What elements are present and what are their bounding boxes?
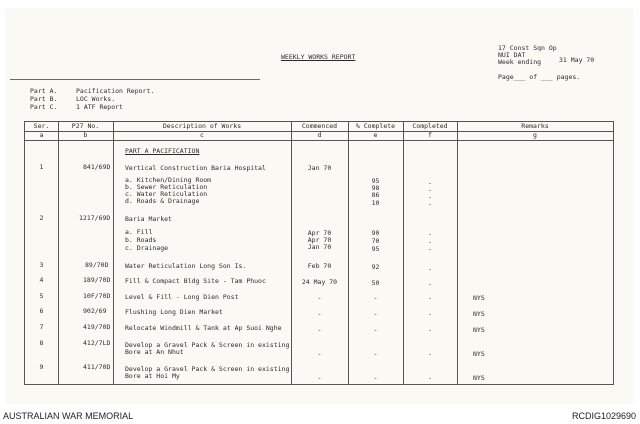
row-commenced: Jan 70 xyxy=(307,164,332,172)
row-commenced: - xyxy=(317,374,322,382)
row-ser: 1 xyxy=(39,163,44,171)
sub-commenced: Jan 70 xyxy=(307,243,332,251)
works-table xyxy=(24,121,614,385)
row-pct: - xyxy=(373,310,378,318)
row-commenced: Feb 70 xyxy=(307,262,332,270)
part-c-text: 1 ATF Report xyxy=(76,103,123,111)
row-pct: 50 xyxy=(371,279,380,287)
sub-pct: 10 xyxy=(371,199,380,207)
row-remarks: NYS xyxy=(473,326,485,334)
row-completed: - xyxy=(428,326,432,334)
row-commenced: - xyxy=(317,350,322,358)
row-commenced: - xyxy=(317,326,322,334)
week-ending-value: 31 May 70 xyxy=(559,56,595,64)
sub-pct: 95 xyxy=(371,177,380,185)
row-description: Flushing Long Dien Market xyxy=(125,308,223,316)
sub-pct: 90 xyxy=(371,229,380,237)
row-remarks: NYS xyxy=(473,310,485,318)
row-ser: 8 xyxy=(39,339,44,347)
row-p27: 89/70D xyxy=(85,261,109,269)
row-ser: 6 xyxy=(39,307,44,315)
row-pct: - xyxy=(373,294,378,302)
sub-description: a. Kitchen/Dining Room xyxy=(125,176,212,184)
sub-description: d. Roads & Drainage xyxy=(125,197,200,205)
row-description: Water Reticulation Long Son Is. xyxy=(125,262,247,270)
row-p27: 10F/70D xyxy=(83,292,111,300)
sub-description: b. Roads xyxy=(125,236,157,244)
row-completed: - xyxy=(428,350,432,358)
row-commenced: - xyxy=(317,310,322,318)
row-remarks: NYS xyxy=(473,294,485,302)
sub-pct: 86 xyxy=(371,191,380,199)
sub-completed: - xyxy=(428,179,432,187)
col-header-complete: % Complete xyxy=(355,122,396,130)
col-header-commenced: Commenced xyxy=(301,122,338,130)
row-description: Fill & Compact Bldg Site - Tam Phuoc xyxy=(125,277,266,285)
row-p27: 189/70D xyxy=(83,276,111,284)
row-ser: 9 xyxy=(39,363,44,371)
row-commenced: 24 May 70 xyxy=(301,278,338,286)
sub-pct: 70 xyxy=(371,237,380,245)
section-heading: PART A PACIFICATION xyxy=(125,147,200,155)
col-letter: e xyxy=(373,131,378,139)
row-p27: 1217/69D xyxy=(79,214,111,222)
row-commenced: - xyxy=(317,294,322,302)
sub-completed: - xyxy=(428,193,432,201)
row-completed: - xyxy=(428,374,432,382)
sub-pct: 98 xyxy=(371,184,380,192)
row-description: Develop a Gravel Pack & Screen in existing xyxy=(125,341,290,349)
col-letter: f xyxy=(428,131,432,139)
part-a-label: Part A. xyxy=(30,87,58,95)
col-letter: g xyxy=(533,131,537,139)
row-ser: 5 xyxy=(39,292,44,300)
row-p27: 411/70D xyxy=(83,363,111,371)
sub-pct: 95 xyxy=(371,245,380,253)
col-header-ser: Ser. xyxy=(33,122,50,130)
row-p27: 902/69 xyxy=(83,307,107,315)
row-pct: - xyxy=(373,326,378,334)
row-description-line2: Bore at Hoi My xyxy=(125,372,180,380)
part-c-label: Part C. xyxy=(30,103,58,111)
unit-name: 17 Const Sqn Op xyxy=(498,44,557,52)
sub-completed: - xyxy=(428,200,432,208)
row-ser: 3 xyxy=(39,261,44,269)
part-a-text: Pacification Report. xyxy=(76,87,155,95)
row-description: Relocate Windmill & Tank at Ap Suoi Nghe xyxy=(125,324,282,332)
row-description: Baria Market xyxy=(125,215,172,223)
row-completed: - xyxy=(428,310,432,318)
row-pct: - xyxy=(373,374,378,382)
report-title: WEEKLY WORKS REPORT xyxy=(281,53,356,61)
record-id: RCDIG1029690 xyxy=(571,411,636,421)
sub-description: c. Drainage xyxy=(125,244,169,252)
row-ser: 4 xyxy=(39,276,44,284)
sub-description: c. Water Reticulation xyxy=(125,190,208,198)
row-completed: - xyxy=(428,294,432,302)
col-letter: a xyxy=(39,131,44,139)
archive-credit: AUSTRALIAN WAR MEMORIAL xyxy=(3,411,134,421)
row-description-line2: Bore at An Nhut xyxy=(125,348,184,356)
col-header-description: Description of Works xyxy=(162,122,242,130)
page-count: Page___ of ___ pages. xyxy=(498,73,581,81)
sub-commenced: Apr 70 xyxy=(307,236,332,244)
row-p27: 412/7LD xyxy=(83,339,111,347)
row-description: Vertical Construction Baria Hospital xyxy=(125,164,266,172)
sub-completed: - xyxy=(428,245,432,253)
row-p27: 841/69D xyxy=(83,163,111,171)
row-pct: - xyxy=(373,350,378,358)
row-p27: 419/70D xyxy=(83,323,111,331)
row-completed: - xyxy=(428,280,432,288)
col-header-p27: P27 No. xyxy=(71,122,100,130)
sub-completed: - xyxy=(428,230,432,238)
sub-commenced: Apr 70 xyxy=(307,229,332,237)
row-description: Develop a Gravel Pack & Screen in existing xyxy=(125,365,290,373)
week-ending-label: Week ending xyxy=(498,58,542,66)
row-remarks: NYS xyxy=(473,374,485,382)
sub-description: a. Fill xyxy=(125,228,153,236)
row-ser: 2 xyxy=(39,214,44,222)
sub-completed: - xyxy=(428,238,432,246)
unit-location: NUI DAT xyxy=(498,51,526,59)
col-letter: c xyxy=(200,131,204,139)
col-letter: b xyxy=(83,131,88,139)
col-header-remarks: Remarks xyxy=(521,122,549,130)
row-remarks: NYS xyxy=(473,350,485,358)
part-b-label: Part B. xyxy=(30,95,58,103)
part-b-text: LOC Works. xyxy=(76,95,116,103)
col-letter: d xyxy=(317,131,322,139)
header-rule xyxy=(10,79,260,80)
sub-description: b. Sewer Reticulation xyxy=(125,183,208,191)
row-completed: - xyxy=(428,265,432,273)
row-pct: 92 xyxy=(371,263,380,271)
col-header-completed: Completed xyxy=(412,122,448,130)
sub-completed: - xyxy=(428,186,432,194)
row-ser: 7 xyxy=(39,323,44,331)
row-description: Level & Fill - Long Dien Post xyxy=(125,293,239,301)
